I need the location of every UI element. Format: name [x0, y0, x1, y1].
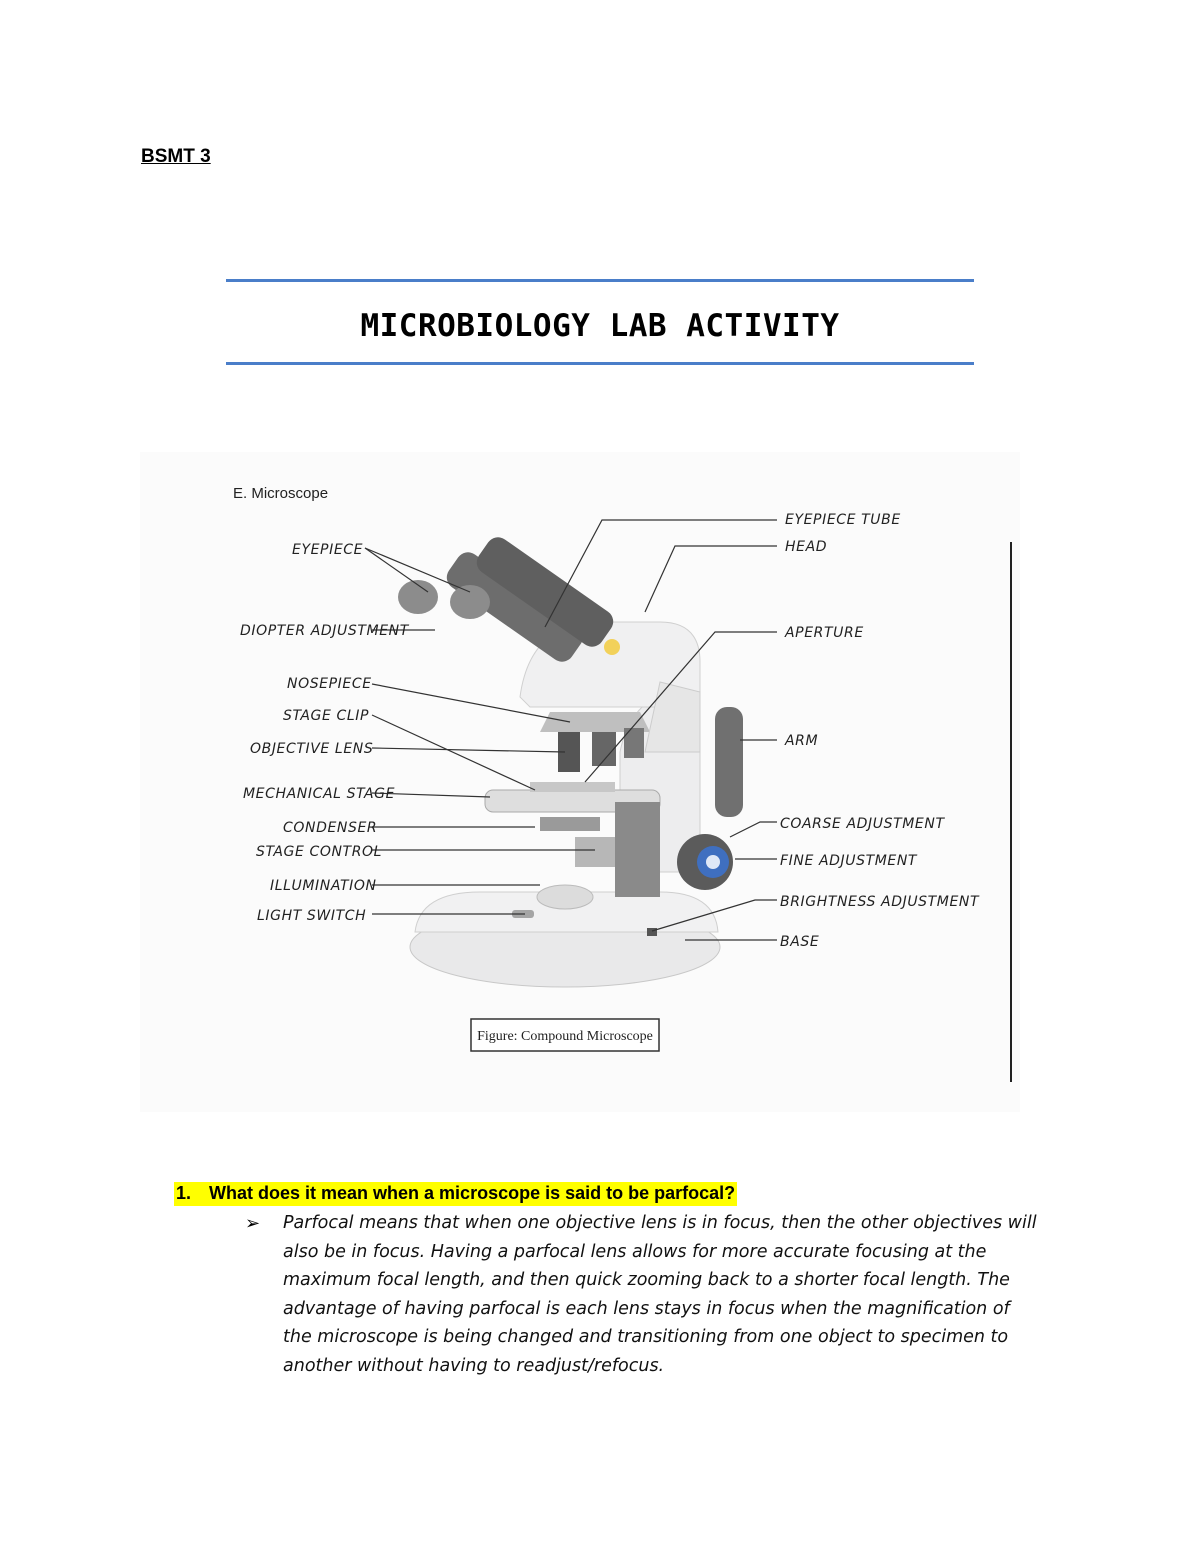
answer-text: Parfocal means that when one objective lens is in focus, then the other objectives will also be in focus. Having a parfocal lens allows for more accurate focusing at the maximum focal length, and then quick zooming back to a shorter focal length. The advantage of having parfocal is each lens stays in focus when the magnification of the microscope is being changed and transitioning from one object to specimen to another without having to readjust/refocus. [283, 1213, 1037, 1376]
label-light-switch: LIGHT SWITCH [257, 908, 367, 924]
label-head: HEAD [785, 539, 828, 555]
label-nosepiece: NOSEPIECE [287, 676, 372, 692]
label-condenser: CONDENSER [283, 820, 378, 836]
label-fine-adjustment: FINE ADJUSTMENT [780, 853, 918, 869]
label-coarse-adjustment: COARSE ADJUSTMENT [780, 816, 945, 832]
arrow-bullet-icon: ➢ [245, 1213, 261, 1233]
label-diopter-adjustment: DIOPTER ADJUSTMENT [240, 623, 409, 639]
label-mechanical-stage: MECHANICAL STAGE [243, 786, 396, 802]
label-stage-control: STAGE CONTROL [256, 844, 383, 860]
question-text: What does it mean when a microscope is said to be parfocal? [209, 1183, 736, 1203]
title-rule-bottom [226, 362, 974, 365]
figure-caption: Figure: Compound Microscope [477, 1029, 653, 1044]
figure-section-heading: E. Microscope [233, 485, 329, 502]
label-eyepiece-tube: EYEPIECE TUBE [785, 512, 901, 528]
label-eyepiece: EYEPIECE [292, 542, 364, 558]
question-number: 1. [176, 1183, 192, 1203]
label-objective-lens: OBJECTIVE LENS [250, 741, 374, 757]
title-rule-top [226, 279, 974, 282]
label-brightness-adjustment: BRIGHTNESS ADJUSTMENT [780, 894, 980, 910]
label-stage-clip: STAGE CLIP [283, 708, 370, 724]
question-heading [174, 1182, 737, 1206]
label-aperture: APERTURE [785, 625, 864, 641]
course-tag: BSMT 3 [141, 146, 211, 167]
microscope-figure [140, 452, 1020, 1112]
label-arm: ARM [785, 733, 819, 749]
label-illumination: ILLUMINATION [270, 878, 377, 894]
activity-title: MICROBIOLOGY LAB ACTIVITY [360, 308, 840, 344]
label-base: BASE [780, 934, 820, 950]
